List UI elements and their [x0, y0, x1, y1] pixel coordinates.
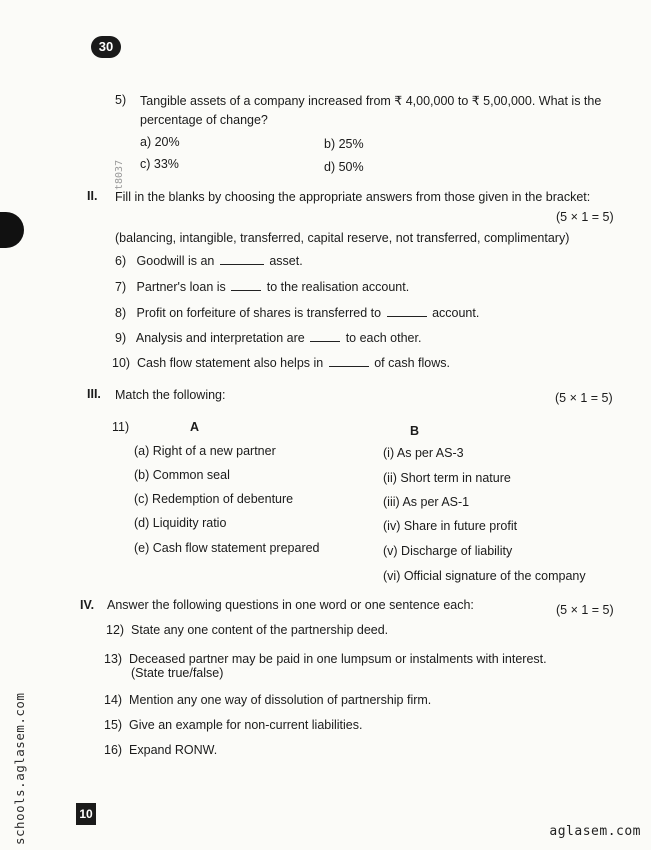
- section2-title: Fill in the blanks by choosing the appropriate answers from those given in the bracket:: [115, 190, 591, 204]
- q13-subtext: (State true/false): [131, 666, 224, 680]
- match-a-item: (d) Liquidity ratio: [134, 516, 227, 530]
- q6-line: [115, 254, 303, 268]
- page-number-badge: 30: [91, 36, 121, 58]
- q10-post: of cash flows.: [374, 356, 450, 370]
- q12-line: [106, 623, 388, 637]
- side-page-badge: 10: [76, 803, 96, 825]
- q8-pre: Profit on forfeiture of shares is transferred to: [136, 306, 382, 320]
- section4-numeral: IV.: [80, 598, 95, 612]
- q13-number: 13): [104, 652, 123, 666]
- q6-number: 6): [115, 254, 127, 268]
- q7-blank[interactable]: [231, 280, 261, 291]
- margin-code: t8037: [114, 159, 125, 190]
- match-a-item: (a) Right of a new partner: [134, 444, 276, 458]
- q10-number: 10): [112, 356, 131, 370]
- q9-number: 9): [115, 331, 127, 345]
- q9-blank[interactable]: [310, 331, 340, 342]
- section2-numeral: II.: [87, 189, 98, 203]
- section4-marks: (5 × 1 = 5): [556, 603, 614, 617]
- match-a-item: (b) Common seal: [134, 468, 230, 482]
- section3-marks: (5 × 1 = 5): [555, 391, 613, 405]
- q6-blank[interactable]: [220, 254, 264, 265]
- q5-line1: Tangible assets of a company increased from ₹ 4,00,000 to ₹ 5,00,000. What is the: [140, 94, 602, 108]
- q8-post: account.: [432, 306, 480, 320]
- watermark-left: schools.aglasem.com: [12, 692, 27, 845]
- section2-marks: (5 × 1 = 5): [556, 210, 614, 224]
- q10-pre: Cash flow statement also helps in: [137, 356, 324, 370]
- q7-post: to the realisation account.: [266, 280, 410, 294]
- q13-text: Deceased partner may be paid in one lumpsum or instalments with interest.: [129, 652, 547, 666]
- q15-line: [104, 718, 362, 732]
- section3-title: Match the following:: [115, 388, 226, 402]
- q16-text: Expand RONW.: [129, 743, 218, 757]
- q15-number: 15): [104, 718, 123, 732]
- match-a-item: (e) Cash flow statement prepared: [134, 541, 320, 555]
- match-b-item: (vi) Official signature of the company: [383, 569, 586, 583]
- q8-blank[interactable]: [387, 306, 427, 317]
- q16-number: 16): [104, 743, 123, 757]
- q12-text: State any one content of the partnership deed.: [131, 623, 389, 637]
- q5-option-c: c) 33%: [140, 157, 179, 171]
- q9-post: to each other.: [345, 331, 422, 345]
- q7-number: 7): [115, 280, 127, 294]
- d-shape-mark: [0, 212, 24, 248]
- q10-line: [112, 356, 450, 370]
- q12-number: 12): [106, 623, 125, 637]
- q16-line: [104, 743, 217, 757]
- match-b-item: (iii) As per AS-1: [383, 495, 470, 509]
- match-a-item: (c) Redemption of debenture: [134, 492, 294, 506]
- q6-pre: Goodwill is an: [136, 254, 215, 268]
- q6-post: asset.: [269, 254, 303, 268]
- section2-bracket: (balancing, intangible, transferred, capital reserve, not transferred, complimentary): [115, 231, 570, 245]
- match-b-item: (iv) Share in future profit: [383, 519, 518, 533]
- q5-number: 5): [115, 93, 127, 107]
- section3-numeral: III.: [87, 387, 101, 401]
- q10-blank[interactable]: [329, 356, 369, 367]
- match-b-item: (ii) Short term in nature: [383, 471, 511, 485]
- q5-option-d: d) 50%: [324, 160, 364, 174]
- q8-number: 8): [115, 306, 127, 320]
- q9-line: [115, 331, 421, 345]
- q14-text: Mention any one way of dissolution of partnership firm.: [129, 693, 432, 707]
- watermark-right: aglasem.com: [549, 824, 641, 839]
- column-b-heading: B: [410, 424, 420, 438]
- q5-option-a: a) 20%: [140, 135, 180, 149]
- q14-number: 14): [104, 693, 123, 707]
- q8-line: [115, 306, 479, 320]
- q15-text: Give an example for non-current liabilities.: [129, 718, 363, 732]
- q9-pre: Analysis and interpretation are: [135, 331, 305, 345]
- q13-line: [104, 652, 547, 666]
- q11-number: 11): [112, 420, 130, 434]
- section4-title: Answer the following questions in one word or one sentence each:: [107, 598, 474, 612]
- q14-line: [104, 693, 431, 707]
- match-b-item: (v) Discharge of liability: [383, 544, 513, 558]
- q5-line2: percentage of change?: [140, 113, 268, 127]
- column-a-heading: A: [190, 420, 200, 434]
- match-b-item: (i) As per AS-3: [383, 446, 464, 460]
- q5-option-b: b) 25%: [324, 137, 364, 151]
- q7-line: [115, 280, 409, 294]
- q7-pre: Partner's loan is: [136, 280, 226, 294]
